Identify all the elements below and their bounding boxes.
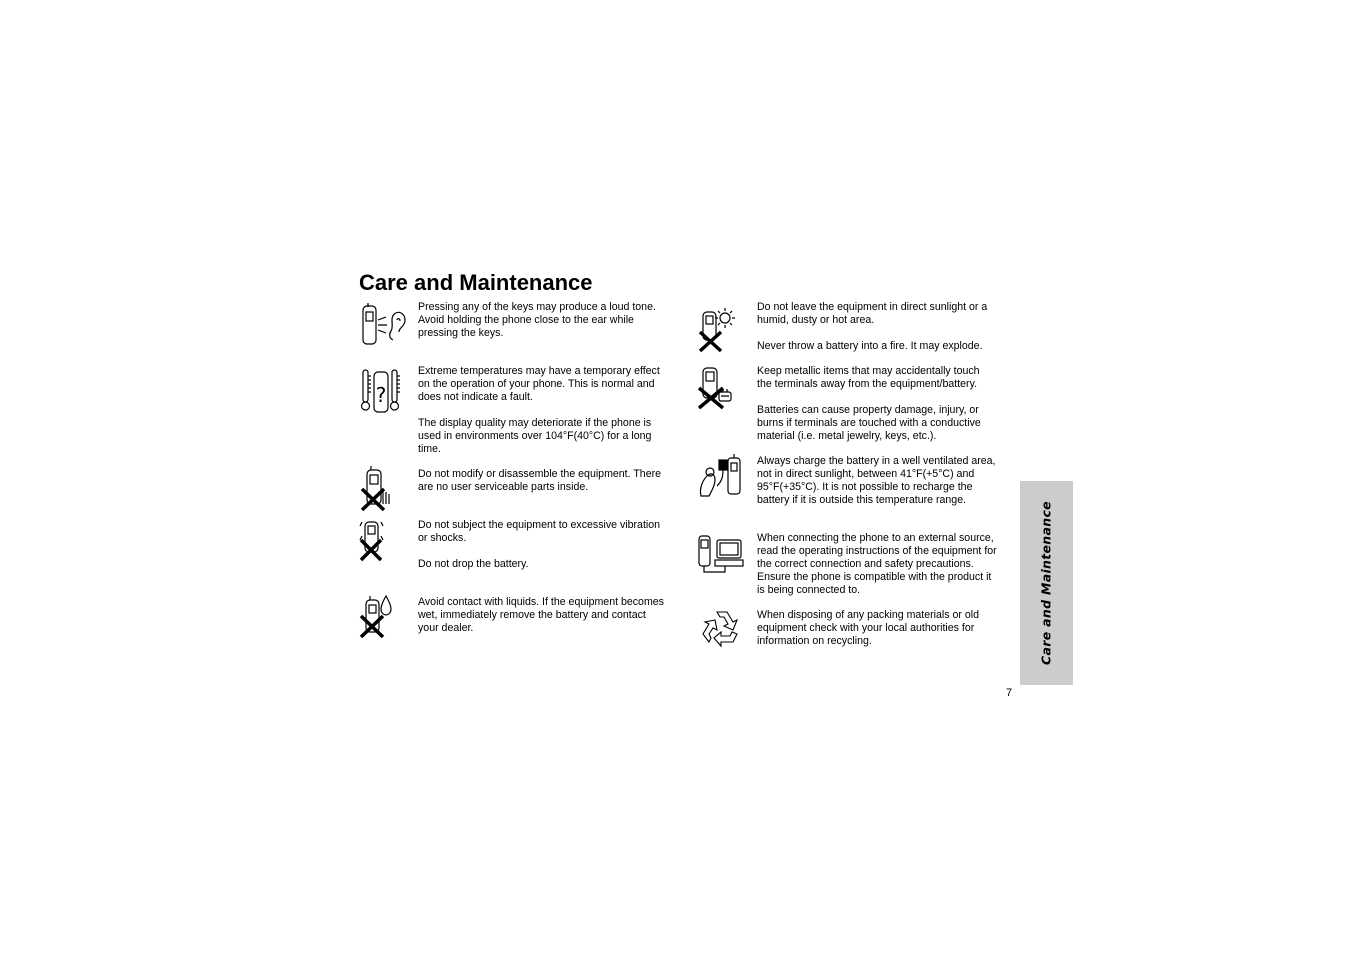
care-item-text bbox=[418, 301, 668, 340]
care-paragraph: Do not subject the equipment to excessive vibration or shocks. bbox=[418, 519, 661, 544]
care-item-text bbox=[757, 365, 997, 443]
care-paragraph: Keep metallic items that may accidentally touch the terminals away from the equipment/battery. bbox=[757, 365, 980, 390]
care-item-text bbox=[757, 532, 997, 597]
care-paragraph: Always charge the battery in a well ventilated area, not in direct sunlight, between 41°F(+5°C) and 95°F(+35°C). It is not possible to recharge the battery if it is outside this temperature range. bbox=[757, 455, 996, 506]
battery-charging-icon bbox=[697, 452, 747, 502]
care-paragraph: Pressing any of the keys may produce a loud tone. Avoid holding the phone close to the ear while pressing the keys. bbox=[418, 301, 656, 339]
page-number: 7 bbox=[1006, 687, 1013, 699]
phone-computer-connection-icon bbox=[697, 530, 747, 580]
no-liquid-icon bbox=[359, 590, 409, 640]
no-shock-icon bbox=[359, 514, 409, 564]
recycling-icon bbox=[697, 604, 747, 654]
care-paragraph: Extreme temperatures may have a temporary effect on the operation of your phone. This is normal and does not indicate a fault. bbox=[418, 365, 660, 403]
care-item-text bbox=[418, 596, 668, 635]
care-paragraph: Batteries can cause property damage, injury, or burns if terminals are touched with a conductive material (i.e. metal jewelry, keys, etc.). bbox=[757, 404, 981, 442]
no-metal-contact-icon bbox=[697, 362, 747, 412]
care-paragraph: Do not modify or disassemble the equipment. There are no user serviceable parts inside. bbox=[418, 468, 661, 493]
page-title: Care and Maintenance bbox=[359, 270, 593, 295]
care-item-text bbox=[418, 468, 668, 494]
care-item-text bbox=[418, 519, 668, 571]
care-paragraph: When disposing of any packing materials or old equipment check with your local authorities for information on recycling. bbox=[757, 609, 979, 647]
phone-thermometer-icon bbox=[359, 364, 409, 414]
side-section-tab bbox=[1020, 481, 1073, 685]
care-item-text bbox=[418, 365, 668, 456]
care-paragraph: When connecting the phone to an external source, read the operating instructions of the equipment for the correct connection and safety precautions. Ensure the phone is compatible with the product it is being connected to. bbox=[757, 532, 997, 596]
care-paragraph: Do not leave the equipment in direct sunlight or a humid, dusty or hot area. bbox=[757, 301, 988, 326]
care-paragraph: Avoid contact with liquids. If the equipment becomes wet, immediately remove the battery and contact your dealer. bbox=[418, 596, 664, 634]
care-item-text bbox=[757, 609, 997, 648]
care-paragraph: Do not drop the battery. bbox=[418, 558, 529, 570]
phone-loud-ear-icon bbox=[359, 300, 409, 350]
no-disassemble-icon bbox=[359, 462, 409, 512]
side-tab-label: Care and Maintenance bbox=[1038, 501, 1054, 665]
care-item-text bbox=[757, 301, 997, 353]
care-paragraph: Never throw a battery into a fire. It may explode. bbox=[757, 340, 983, 352]
care-paragraph: The display quality may deteriorate if the phone is used in environments over 104°F(40°C) for a long time. bbox=[418, 417, 652, 455]
no-sunlight-icon bbox=[697, 304, 747, 354]
svg-text:?: ? bbox=[375, 383, 387, 407]
care-item-text bbox=[757, 455, 997, 507]
